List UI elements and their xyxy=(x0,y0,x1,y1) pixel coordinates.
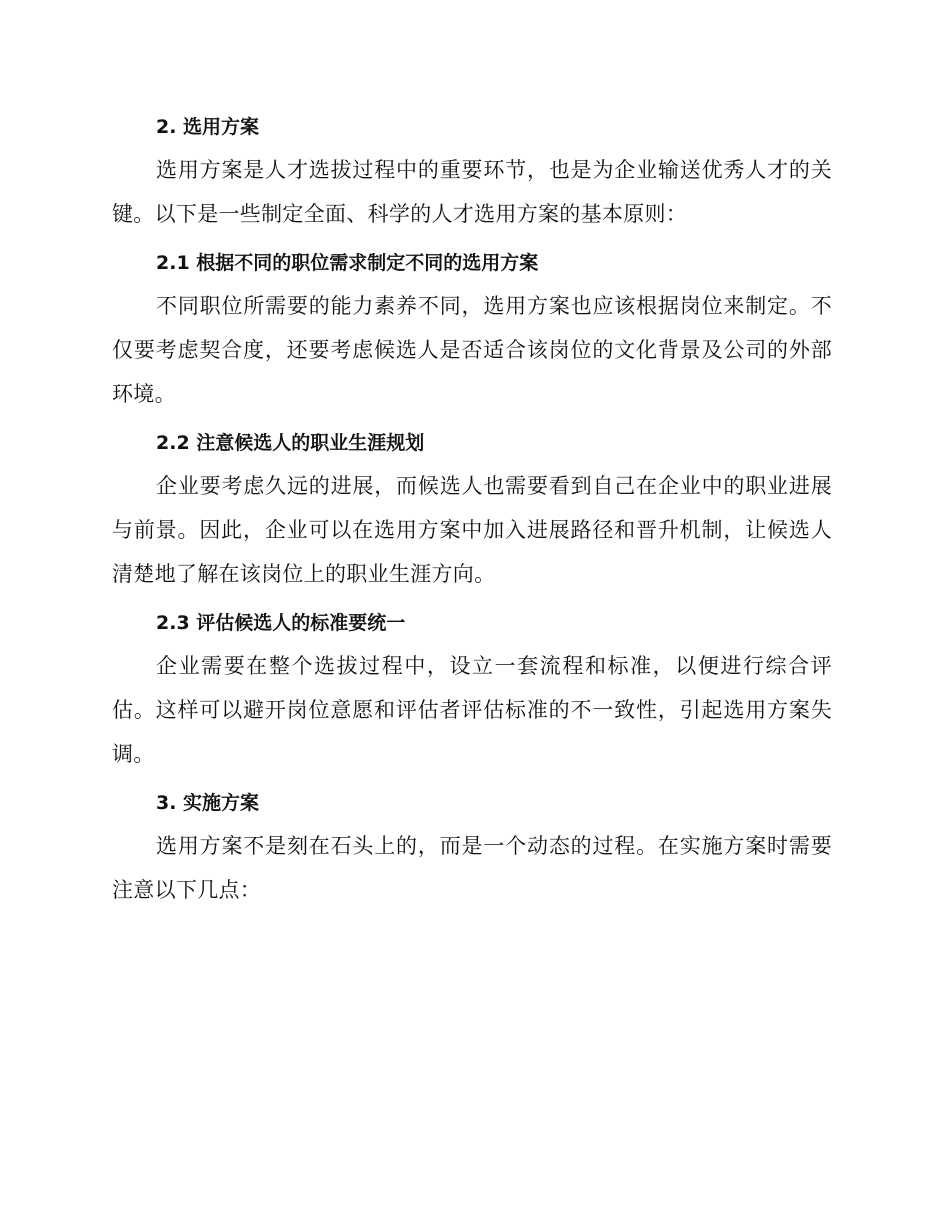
section-paragraph-2-1: 不同职位所需要的能力素养不同，选用方案也应该根据岗位来制定。不仅要考虑契合度，还要考虑候选人是否适合该岗位的文化背景及公司的外部环境。 xyxy=(112,294,832,406)
section-paragraph-2-3: 企业需要在整个选拔过程中，设立一套流程和标准，以便进行综合评估。这样可以避开岗位意愿和评估者评估标准的不一致性，引起选用方案失调。 xyxy=(112,654,832,766)
section-heading-3: 3. 实施方案 xyxy=(156,792,260,814)
section-heading-2: 2. 选用方案 xyxy=(156,116,260,138)
section-paragraph-2-2: 企业要考虑久远的进展，而候选人也需要看到自己在企业中的职业进展与前景。因此，企业可以在选用方案中加入进展路径和晋升机制，让候选人清楚地了解在该岗位上的职业生涯方向。 xyxy=(112,474,832,586)
section-paragraph-3: 选用方案不是刻在石头上的，而是一个动态的过程。在实施方案时需要注意以下几点： xyxy=(112,834,832,902)
section-heading-2-1: 2.1 根据不同的职位需求制定不同的选用方案 xyxy=(156,252,539,274)
section-heading-2-2: 2.2 注意候选人的职业生涯规划 xyxy=(156,432,425,454)
section-heading-2-3: 2.3 评估候选人的标准要统一 xyxy=(156,612,406,634)
section-paragraph-2: 选用方案是人才选拔过程中的重要环节，也是为企业输送优秀人才的关键。以下是一些制定全面、科学的人才选用方案的基本原则： xyxy=(112,158,832,226)
document-body xyxy=(112,106,832,912)
